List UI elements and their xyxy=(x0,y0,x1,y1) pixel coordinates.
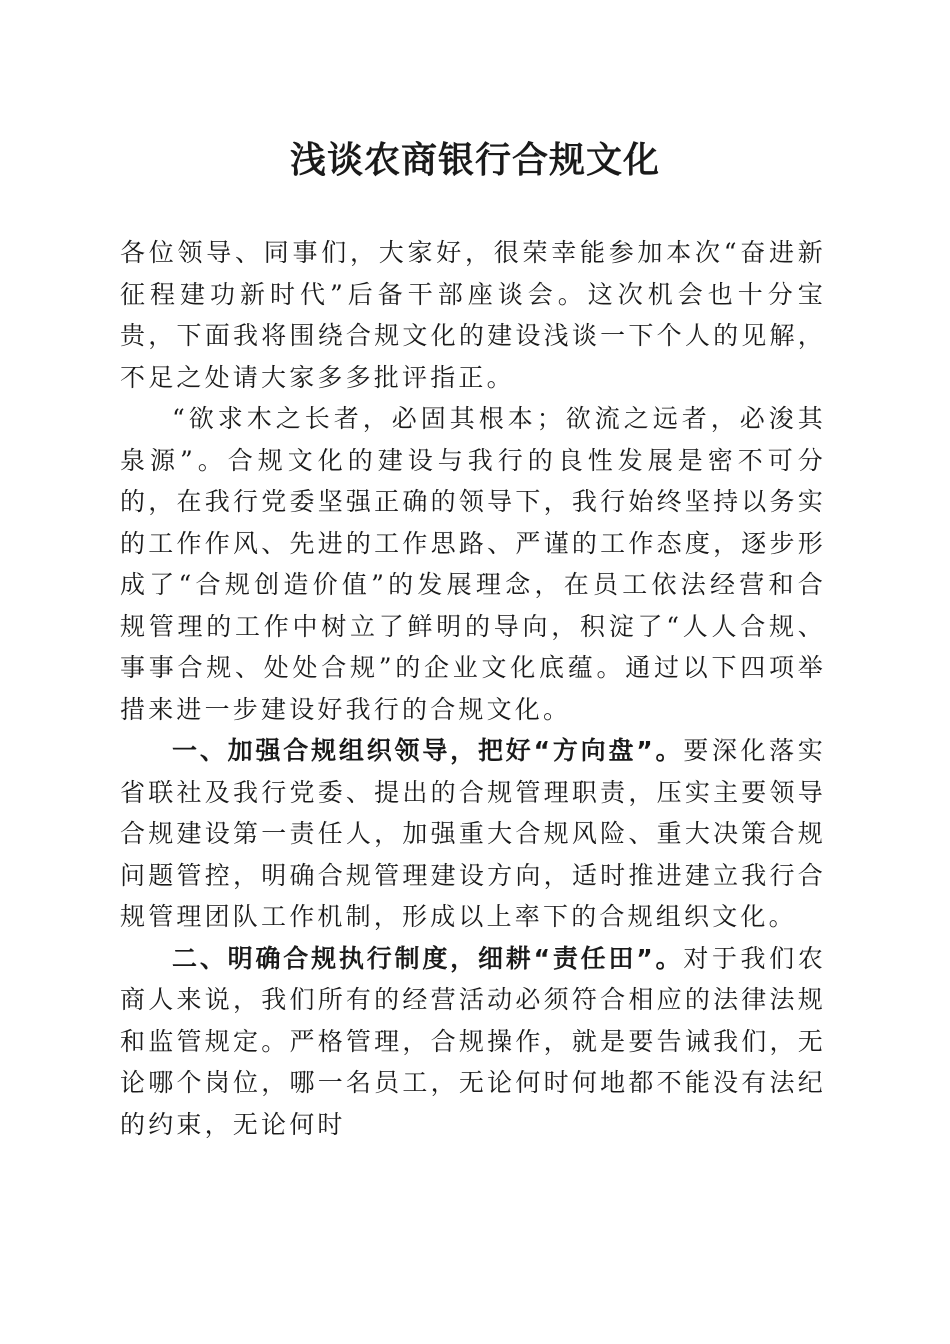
paragraph-text: 对于我们农商人来说，我们所有的经营活动必须符合相应的法律法规和监管规定。严格管理，合规操作，就是要告诫我们，无论哪个岗位，哪一名员工，无论何时何地都不能没有法纪的约束，无论何时 xyxy=(120,943,826,1139)
paragraph-introduction xyxy=(120,398,826,730)
paragraph-text: “欲求木之长者，必固其根本；欲流之远者，必浚其泉源”。合规文化的建设与我行的良性发展是密不可分的，在我行党委坚强正确的领导下，我行始终坚持以务实的工作作风、先进的工作思路、严谨的工作态度，逐步形成了“合规创造价值”的发展理念，在员工依法经营和合规管理的工作中树立了鲜明的导向，积淀了“人人合规、事事合规、处处合规”的企业文化底蕴。通过以下四项举措来进一步建设好我行的合规文化。 xyxy=(120,404,826,724)
section-heading: 二、明确合规执行制度，细耕“责任田”。 xyxy=(172,943,684,973)
paragraph-text: 要深化落实省联社及我行党委、提出的合规管理职责，压实主要领导合规建设第一责任人，加强重大合规风险、重大决策合规问题管控，明确合规管理建设方向，适时推进建立我行合规管理团队工作机制，形成以上率下的合规组织文化。 xyxy=(120,736,826,931)
paragraph-greeting xyxy=(120,232,826,398)
section-heading: 一、加强合规组织领导，把好“方向盘”。 xyxy=(172,736,684,765)
paragraph-text: 各位领导、同事们，大家好，很荣幸能参加本次“奋进新征程建功新时代”后备干部座谈会。这次机会也十分宝贵，下面我将围绕合规文化的建设浅谈一下个人的见解，不足之处请大家多多批评指正。 xyxy=(120,238,826,392)
document-body xyxy=(120,232,826,1145)
document-title: 浅谈农商银行合规文化 xyxy=(289,139,660,181)
paragraph-measure-one xyxy=(120,730,826,938)
paragraph-measure-two xyxy=(120,938,826,1146)
